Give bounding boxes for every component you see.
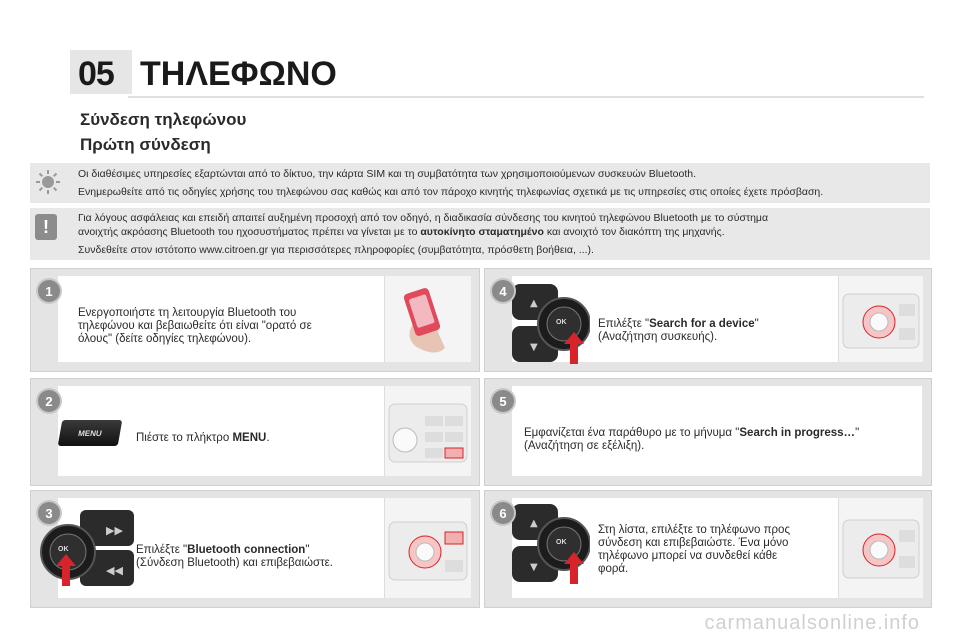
warning-line-1b: ανοιχτής ακρόασης Bluetooth του ηχοσυστήματος πρέπει να γίνεται με το [78,226,418,238]
chapter-number: 05 [78,55,114,93]
step-2-prefix: Πιέστε το πλήκτρο [136,432,230,444]
step-3-line-2: (Σύνδεση Bluetooth) και επιβεβαιώστε. [136,557,333,569]
svg-text:▲: ▲ [530,298,538,309]
step-1-text-a: Ενεργοποιήστε τη λειτουργία Bluetooth του [78,307,297,319]
step-4-ok-control [510,282,590,366]
step-6-badge: 6 [492,502,514,524]
svg-text:◀◀: ◀◀ [106,564,123,577]
svg-text:▼: ▼ [530,342,538,353]
header-divider [128,96,924,98]
step-4-bold: Search for a device [649,318,755,330]
step-6-ok-control [510,502,590,586]
step-4-line-2: (Αναζήτηση συσκευής). [598,331,718,343]
phone-in-hand-icon [385,276,471,362]
step-3-ok-label[interactable]: OK [58,546,69,553]
step-5-badge: 5 [492,390,514,412]
step-4-suffix: " [754,318,759,330]
step-1-text-b: τηλεφώνου και βεβαιωθείτε ότι είναι "ορατό σε [78,320,312,332]
watermark: carmanualsonline.info [704,612,920,634]
step-1-badge: 1 [38,280,60,302]
step-4-badge: 4 [492,280,514,302]
svg-text:▲: ▲ [530,518,538,529]
console-highlight-icon [839,498,923,598]
step-6-text-c: τηλέφωνο μπορεί να συνδεθεί κάθε [598,550,778,562]
svg-text:▶▶: ▶▶ [106,524,123,537]
warning-bold: αυτοκίνητο σταματημένο [420,226,544,238]
ok-updown-icon [510,502,590,586]
step-1-phone-image [384,276,471,362]
step-2-console-image [384,386,471,476]
step-6-text [598,524,834,576]
step-5-bold: Search in progress… [739,427,856,439]
step-6-console-image [838,498,923,598]
menu-button[interactable]: MENU [58,420,123,446]
step-3-console-image [384,498,471,598]
step-6-text-b: σύνδεση και επιβεβαιώστε. Ένα μόνο [598,537,789,549]
step-6-ok-label[interactable]: OK [556,539,567,546]
section-subtitle: Πρώτη σύνδεση [80,135,211,154]
warning-line-1a: Για λόγους ασφάλειας και επειδή απαιτεί αυξημένη προσοχή από τον οδηγό, η διαδικασία σύνδεσης του κινητού τηλεφώνου Bluetooth με το σύστημα [78,212,769,224]
step-4-prefix: Επιλέξτε " [598,318,650,330]
console-highlight-icon [385,498,471,598]
info-line-2: Ενημερωθείτε από τις οδηγίες χρήσης του τηλεφώνου σας καθώς και από τον πάροχο κινητής τηλεφωνίας σχετικά με τις υπηρεσίες στις οποίες έχετε πρόσβαση. [78,186,824,198]
svg-text:▼: ▼ [530,562,538,573]
step-1-text [78,307,378,346]
step-3-badge: 3 [38,502,60,524]
light-bulb-icon [35,169,61,195]
warning-line-1 [78,211,928,239]
step-3-prefix: Επιλέξτε " [136,544,188,556]
step-4-console-image [838,276,923,362]
step-2-suffix: . [266,432,270,444]
console-highlight-icon [839,276,923,362]
step-5-suffix: " [855,427,860,439]
warning-line-2: Συνδεθείτε στον ιστότοπο www.citroen.gr για περισσότερες πληροφορίες (συμβατότητα, πρόσθετη βοήθεια, ...). [78,244,594,256]
step-3-suffix: " [305,544,310,556]
step-3-text [136,544,386,570]
info-line-1: Οι διαθέσιμες υπηρεσίες εξαρτώνται από το δίκτυο, την κάρτα SIM και τη συμβατότητα των χρησιμοποιούμενων συσκευών Bluetooth. [78,168,696,180]
step-2-text [136,432,270,445]
step-5-prefix: Εμφανίζεται ένα παράθυρο με το μήνυμα " [524,427,740,439]
warning-icon: ! [35,214,57,240]
step-6-text-a: Στη λίστα, επιλέξτε το τηλέφωνο προς [598,524,790,536]
console-panel-icon [385,386,471,476]
step-4-ok-label[interactable]: OK [556,319,567,326]
section-title: Σύνδεση τηλεφώνου [80,110,247,129]
warning-line-1c: και ανοιχτό τον διακόπτη της μηχανής. [546,226,725,238]
step-5-line-2: (Αναζήτηση σε εξέλιξη). [524,440,645,452]
step-2-badge: 2 [38,390,60,412]
step-4-text [598,318,834,344]
step-3-bold: Bluetooth connection [187,544,306,556]
step-2-bold: MENU [232,432,267,444]
step-1-text-c: όλους" (δείτε οδηγίες τηλεφώνου). [78,333,252,345]
step-5-text [524,427,920,453]
step-6-text-d: φορά. [598,563,629,575]
ok-updown-icon [510,282,590,366]
chapter-title: ΤΗΛΕΦΩΝΟ [140,55,337,93]
